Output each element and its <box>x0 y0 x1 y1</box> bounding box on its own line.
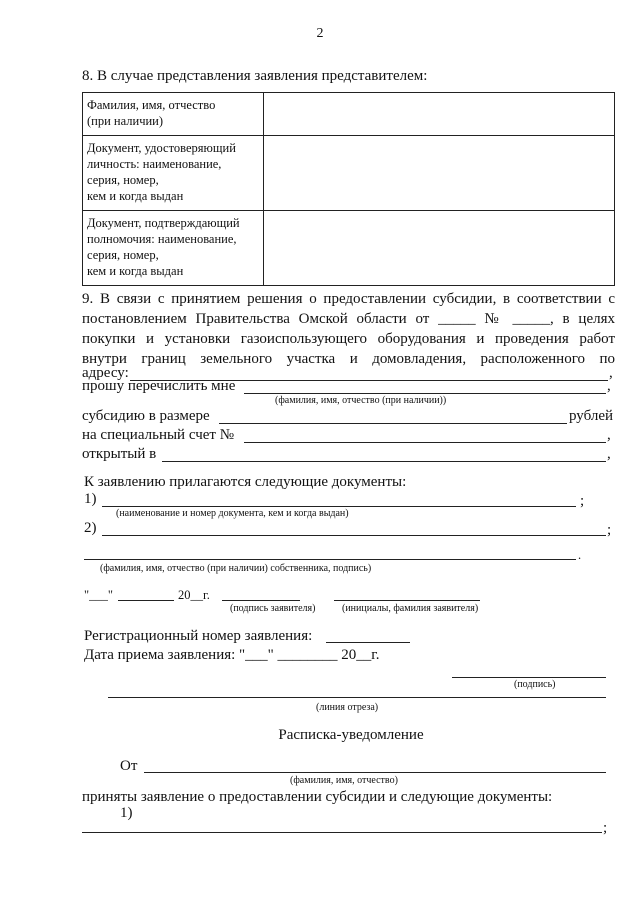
address-end: , <box>609 365 613 381</box>
table-row <box>83 93 615 136</box>
account-end: , <box>607 427 611 443</box>
date-year: 20__г. <box>178 588 210 602</box>
opened-label: открытый в <box>82 446 157 462</box>
table-row <box>83 136 615 211</box>
subsidy-unit: рублей <box>569 408 614 424</box>
registrar-signature-caption: (подпись) <box>514 679 556 690</box>
attachment2-field[interactable] <box>102 535 606 536</box>
receipt-from-label: От <box>120 758 138 774</box>
transfer-label: прошу перечислить мне <box>82 378 236 394</box>
applicant-signature-field[interactable] <box>222 600 300 601</box>
receipt-title: Расписка-уведомление <box>278 727 424 743</box>
attachment-item1: 1) <box>84 491 97 507</box>
attachment-item1-end: ; <box>580 493 585 509</box>
registration-number-field[interactable] <box>326 642 410 643</box>
attachment1-field[interactable] <box>102 506 576 507</box>
table-row-value[interactable] <box>264 93 615 136</box>
cut-line-caption: (линия отреза) <box>316 702 379 713</box>
transfer-caption: (фамилия, имя, отчество (при наличии)) <box>275 395 447 406</box>
section9-line1: 9. В связи с принятием решения о предоставлении субсидии, в соответствии с <box>82 291 615 307</box>
subsidy-label: субсидию в размере <box>82 408 210 424</box>
receipt-from-caption: (фамилия, имя, отчество) <box>290 775 398 786</box>
owner-end: . <box>578 548 582 562</box>
table-row-value[interactable] <box>264 136 615 211</box>
opened-field[interactable] <box>162 461 606 462</box>
page-number: 2 <box>316 26 324 41</box>
receipt-item1-end: ; <box>603 820 608 836</box>
account-field[interactable] <box>244 442 606 443</box>
account-label: на специальный счет № <box>82 427 235 443</box>
receipt-item1-field[interactable] <box>82 832 602 833</box>
applicant-initials-caption: (инициалы, фамилия заявителя) <box>342 603 479 614</box>
attachment-item2: 2) <box>84 520 97 536</box>
acceptance-date-label: Дата приема заявления: "___" ________ 20__г. <box>84 647 380 663</box>
section9-paragraph <box>82 289 615 369</box>
receipt-accepted-text: приняты заявление о предоставлении субсидии и следующие документы: <box>82 789 553 805</box>
section9-line4: внутри границ земельного участка и домовладения, расположенного по <box>82 351 615 367</box>
transfer-field[interactable] <box>244 393 606 394</box>
date-day: "___" <box>84 588 113 602</box>
owner-field[interactable] <box>84 559 576 560</box>
date-month-field[interactable] <box>118 600 174 601</box>
attachments-heading: К заявлению прилагаются следующие документы: <box>84 474 407 490</box>
registration-number-label: Регистрационный номер заявления: <box>84 628 313 644</box>
receipt-item1: 1) <box>120 805 133 821</box>
cut-line <box>108 697 606 698</box>
transfer-end: , <box>607 378 611 394</box>
table-row <box>83 211 615 286</box>
table-row-label: Документ, подтверждающий полномочия: наименование, серия, номер, кем и когда выдан <box>83 211 264 286</box>
section9-line2: постановлением Правительства Омской области от _____ № _____, в целях <box>82 311 615 327</box>
subsidy-amount-field[interactable] <box>219 423 567 424</box>
applicant-initials-field[interactable] <box>334 600 480 601</box>
opened-end: , <box>607 446 611 462</box>
owner-caption: (фамилия, имя, отчество (при наличии) собственника, подпись) <box>100 563 372 574</box>
receipt-from-field[interactable] <box>144 772 606 773</box>
attachment-item2-end: ; <box>607 522 612 538</box>
address-label: адресу: <box>82 365 129 381</box>
table-row-label: Документ, удостоверяющий личность: наименование, серия, номер, кем и когда выдан <box>83 136 264 211</box>
attachment1-caption: (наименование и номер документа, кем и когда выдан) <box>116 508 349 519</box>
registrar-signature-field[interactable] <box>452 677 606 678</box>
section9-line3: покупки и установки газоиспользующего оборудования и проведения работ <box>82 331 615 347</box>
table-row-value[interactable] <box>264 211 615 286</box>
section8-heading: 8. В случае представления заявления представителем: <box>82 68 428 84</box>
applicant-signature-caption: (подпись заявителя) <box>230 603 316 614</box>
table-row-label: Фамилия, имя, отчество (при наличии) <box>83 93 264 136</box>
representative-table <box>82 92 615 286</box>
